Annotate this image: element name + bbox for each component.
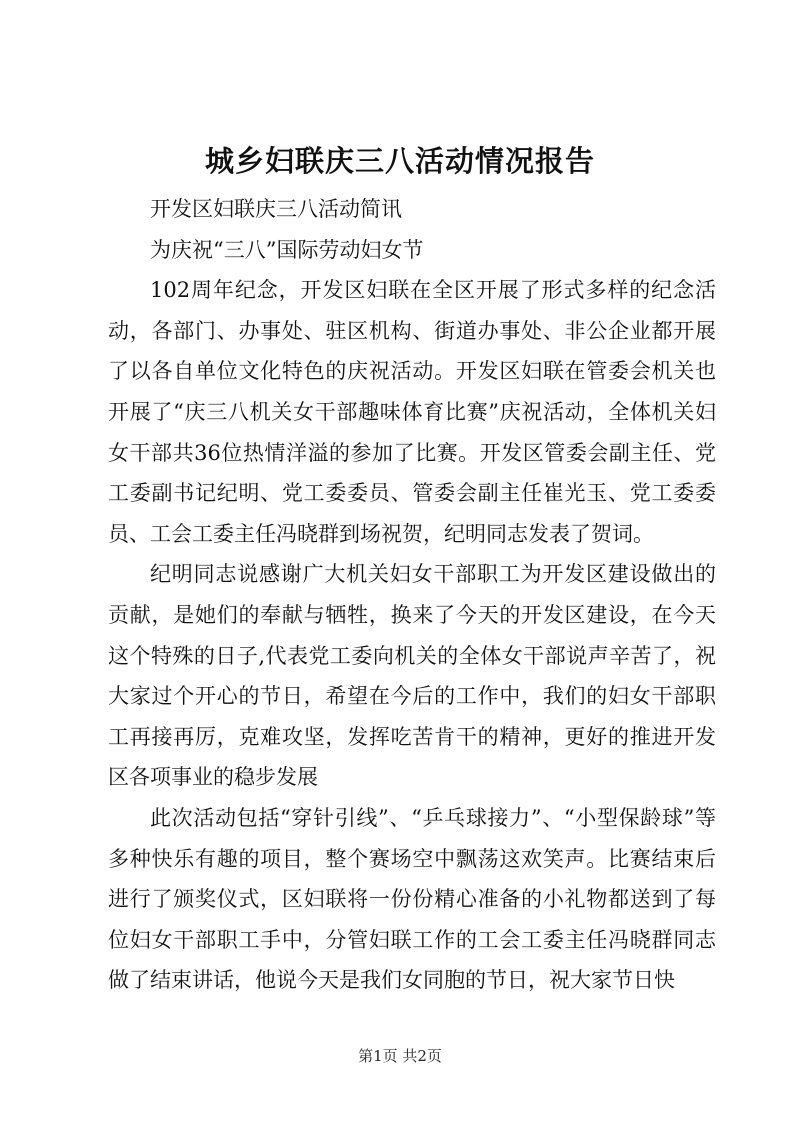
paragraph-speech: 纪明同志说感谢广大机关妇女干部职工为开发区建设做出的贡献，是她们的奉献与牺牲，换来了今天的开发区建设，在今天这个特殊的日子,代表党工委向机关的全体女干部说声辛苦了，祝大家过个开心的节日，希望在今后的工作中，我们的妇女干部职工再接再厉，克难攻坚，发挥吃苦肯干的精神，更好的推进开发区各项事业的稳步发展 bbox=[108, 562, 716, 790]
page-footer: 第1页 共2页 bbox=[358, 1047, 442, 1065]
paragraph-intro: 为庆祝“三八”国际劳动妇女节 bbox=[150, 237, 424, 262]
document-body bbox=[108, 189, 716, 1001]
paragraph-event-summary: 102周年纪念，开发区妇联在全区开展了形式多样的纪念活动，各部门、办事处、驻区机构、街道办事处、非公企业都开展了以各自单位文化特色的庆祝活动。开发区妇联在管委会机关也开展了“庆三八机关女干部趣味体育比赛”庆祝活动，全体机关妇女干部共36位热情洋溢的参加了比赛。开发区管委会副主任、党工委副书记纪明、党工委委员、管委会副主任崔光玉、党工委委员、工会工委主任冯晓群到场祝贺，纪明同志发表了贺词。 bbox=[108, 278, 716, 546]
document-title: 城乡妇联庆三八活动情况报告 bbox=[204, 144, 595, 178]
paragraph-activities: 此次活动包括“穿针引线”、“乒乓球接力”、“小型保龄球”等多种快乐有趣的项目，整个赛场空中飘荡这欢笑声。比赛结束后进行了颁奖仪式，区妇联将一份份精心准备的小礼物都送到了每位妇女干部职工手中，分管妇联工作的工会工委主任冯晓群同志做了结束讲话，他说今天是我们女同胞的节日，祝大家节日快 bbox=[108, 805, 716, 993]
paragraph-subtitle: 开发区妇联庆三八活动简讯 bbox=[150, 197, 402, 221]
